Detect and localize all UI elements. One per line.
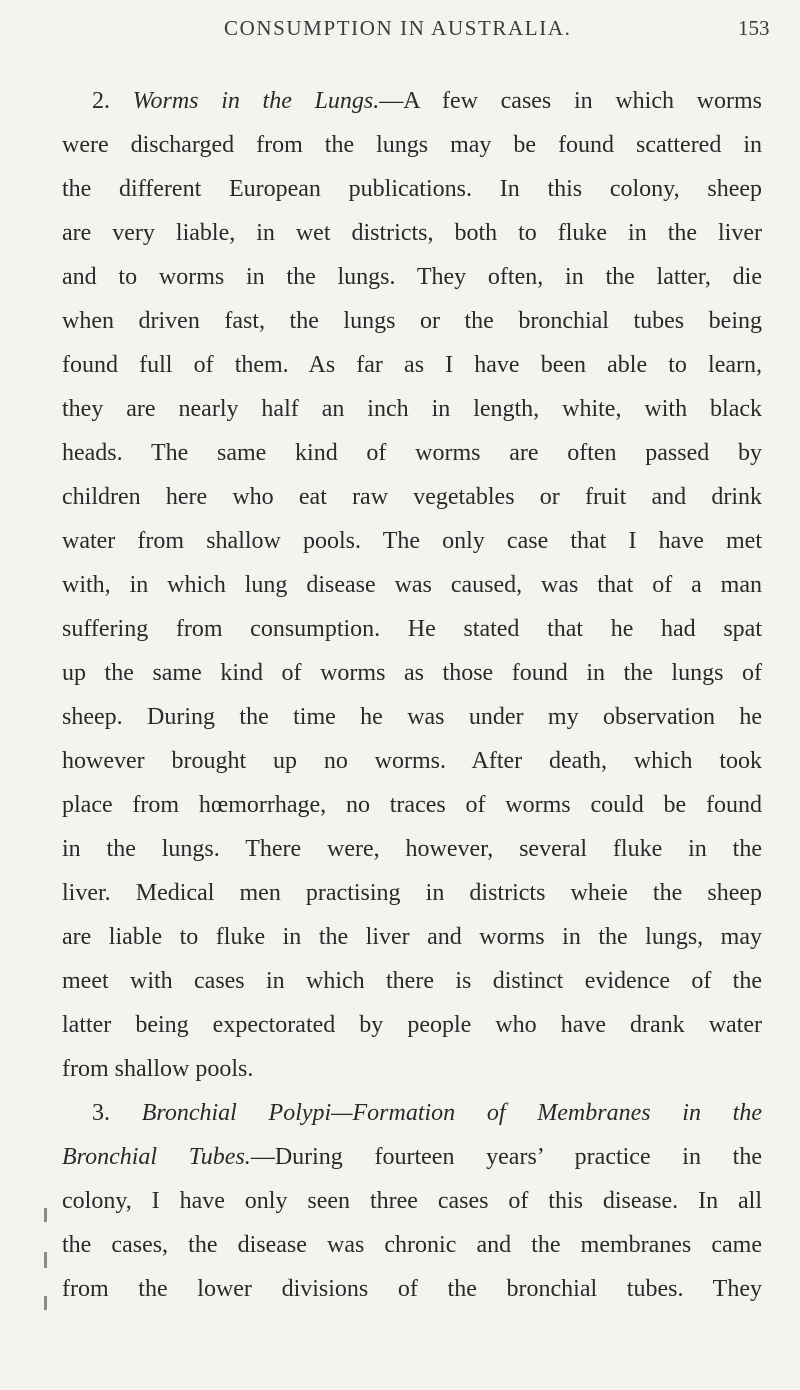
paragraph-line: liver. Medical men practising in districts wheie the sheep — [62, 880, 762, 906]
page-number: 153 — [738, 16, 770, 40]
paragraph-line: the cases, the disease was chronic and the membranes came — [62, 1232, 762, 1258]
paragraph-line: from the lower divisions of the bronchial tubes. They — [62, 1276, 762, 1302]
scan-edge-mark — [44, 1252, 47, 1268]
section-3-heading — [92, 1098, 762, 1128]
paragraph-line: in the lungs. There were, however, several fluke in the — [62, 836, 762, 862]
section-3-title-line-2: Bronchial Tubes. — [62, 1144, 251, 1170]
paragraph-line: with, in which lung disease was caused, was that of a man — [62, 572, 762, 598]
section-2-number: 2. — [92, 88, 110, 114]
paragraph-line: when driven fast, the lungs or the bronchial tubes being — [62, 308, 762, 334]
paragraph-line: found full of them. As far as I have been able to learn, — [62, 352, 762, 378]
paragraph-line: and to worms in the lungs. They often, in the latter, die — [62, 264, 762, 290]
paragraph-line: they are nearly half an inch in length, white, with black — [62, 396, 762, 422]
running-head — [0, 16, 800, 46]
section-3-line-0: —During fourteen years’ practice in the — [250, 1144, 762, 1170]
scan-edge-mark — [44, 1296, 47, 1310]
paragraph-line: are liable to fluke in the liver and worms in the lungs, may — [62, 924, 762, 950]
section-3-number: 3. — [92, 1100, 110, 1126]
section-3-second-line — [62, 1142, 762, 1172]
section-2-line-0: —A few cases in which worms — [379, 88, 763, 114]
section-3-title-line-1: Bronchial Polypi—Formation of Membranes in the — [141, 1100, 763, 1126]
paragraph-line: were discharged from the lungs may be found scattered in — [62, 132, 762, 158]
paragraph-line: water from shallow pools. The only case that I have met — [62, 528, 762, 554]
section-2-first-line — [92, 86, 762, 116]
paragraph-line: children here who eat raw vegetables or fruit and drink — [62, 484, 762, 510]
running-title: CONSUMPTION IN AUSTRALIA. — [224, 16, 572, 40]
paragraph-line: sheep. During the time he was under my observation he — [62, 704, 762, 730]
paragraph-line: from shallow pools. — [62, 1056, 254, 1082]
paragraph-line: colony, I have only seen three cases of this disease. In all — [62, 1188, 762, 1214]
paragraph-line: place from hœmorrhage, no traces of worms could be found — [62, 792, 762, 818]
paragraph-line: meet with cases in which there is distinct evidence of the — [62, 968, 762, 994]
paragraph-line: latter being expectorated by people who have drank water — [62, 1012, 762, 1038]
paragraph-line: the different European publications. In this colony, sheep — [62, 176, 762, 202]
paragraph-line: suffering from consumption. He stated that he had spat — [62, 616, 762, 642]
paragraph-line: are very liable, in wet districts, both to fluke in the liver — [62, 220, 762, 246]
scan-edge-mark — [44, 1208, 47, 1222]
paragraph-line: heads. The same kind of worms are often passed by — [62, 440, 762, 466]
section-2-title: Worms in the Lungs. — [132, 88, 380, 114]
paragraph-line: up the same kind of worms as those found in the lungs of — [62, 660, 762, 686]
paragraph-line: however brought up no worms. After death, which took — [62, 748, 762, 774]
